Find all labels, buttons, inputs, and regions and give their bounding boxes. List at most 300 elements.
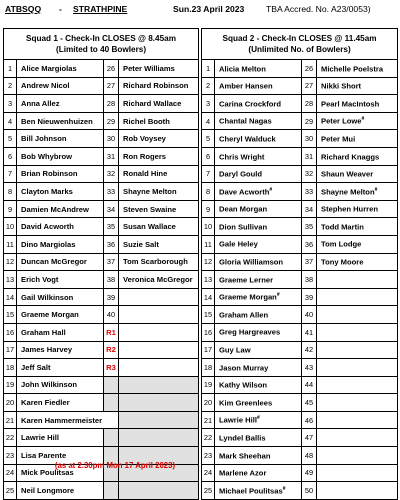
bowler-name-text: Nikki Short — [321, 81, 362, 91]
position-number — [202, 411, 215, 429]
bowler-name-text: Karen Hammermeister — [21, 415, 103, 425]
bowler-row — [4, 130, 199, 148]
header-dash: - — [59, 4, 62, 14]
bowler-name-text: Erich Vogt — [21, 274, 59, 284]
bowler-row — [202, 429, 398, 447]
position-number-text: 7 — [7, 169, 13, 179]
position-number — [302, 376, 317, 394]
bowler-name — [17, 253, 104, 271]
bowler-name-text: Shaun Weaver — [321, 169, 374, 179]
position-number — [202, 95, 215, 113]
position-number — [302, 482, 317, 500]
position-number — [4, 253, 17, 271]
bowler-row — [4, 323, 199, 341]
position-number-text: 21 — [5, 415, 15, 425]
bowler-name-text: Amber Hansen — [219, 81, 273, 91]
bowler-name-text: Jeff Salt — [21, 362, 51, 372]
bowler-name — [215, 376, 302, 394]
bowler-row — [202, 306, 398, 324]
bowler-name — [17, 235, 104, 253]
position-number-text: 2 — [7, 81, 13, 91]
position-number — [202, 464, 215, 482]
position-number-text: R3 — [106, 362, 116, 372]
bowler-name — [119, 95, 199, 113]
bowler-name-text: Dion Sullivan — [219, 222, 268, 232]
position-number — [104, 288, 119, 306]
position-number — [104, 271, 119, 289]
bowler-name — [317, 482, 398, 500]
bowler-name-text: Richard Wallace — [123, 98, 182, 108]
position-number-text: 36 — [106, 239, 116, 249]
position-number-text: 5 — [205, 134, 211, 144]
position-number — [202, 288, 215, 306]
bowler-row — [202, 112, 398, 130]
bowler-row — [202, 359, 398, 377]
position-number-text: 27 — [106, 81, 116, 91]
bowler-name — [17, 60, 104, 78]
bowler-row — [4, 376, 199, 394]
position-number-text: 10 — [5, 222, 15, 232]
bowler-name — [119, 165, 199, 183]
position-number — [302, 165, 317, 183]
bowler-name — [17, 411, 119, 429]
bowler-row — [202, 130, 398, 148]
bowler-name — [119, 376, 199, 394]
bowler-name-text: Graham Hall — [21, 327, 66, 337]
bowler-name — [17, 130, 104, 148]
position-number-text: 27 — [304, 81, 314, 91]
position-number-text: 37 — [304, 257, 314, 267]
position-number — [104, 306, 119, 324]
position-number — [302, 288, 317, 306]
position-number — [4, 394, 17, 412]
position-number — [104, 95, 119, 113]
position-number-text: 7 — [205, 169, 211, 179]
bowler-name-text: Tony Moore — [321, 257, 364, 267]
position-number-text: 40 — [304, 310, 314, 320]
position-number — [4, 200, 17, 218]
bowler-name — [215, 464, 302, 482]
position-number-text: 6 — [205, 151, 211, 161]
bowler-name-text: Andrew Nicol — [21, 81, 70, 91]
updated-note: (as at 2.30pm Mon 17 April 2023) — [54, 461, 176, 470]
bowler-name-text: Lyndel Ballis — [219, 433, 266, 443]
bowler-row — [4, 183, 199, 201]
position-number — [4, 218, 17, 236]
position-number — [302, 447, 317, 465]
position-number — [302, 429, 317, 447]
bowler-row — [4, 200, 199, 218]
position-number-text: 10 — [203, 222, 213, 232]
bowler-row — [4, 306, 199, 324]
bowler-name-text: Alice Margiolas — [21, 63, 77, 73]
bowler-name — [215, 200, 302, 218]
seeded-mark: # — [361, 116, 365, 123]
bowler-name-text: Tom Scarborough — [123, 257, 188, 267]
position-number-text: 24 — [203, 468, 213, 478]
position-number-text: 1 — [205, 63, 211, 73]
position-number-text: 9 — [7, 204, 13, 214]
position-number — [302, 411, 317, 429]
bowler-name-text: Todd Martin — [321, 222, 364, 232]
bowler-row — [4, 112, 199, 130]
bowler-name-text: Dean Morgan — [219, 204, 268, 214]
squad-2-title: Squad 2 - Check-In CLOSES @ 11.45am — [222, 34, 377, 43]
position-number — [202, 394, 215, 412]
seeded-mark: # — [269, 186, 273, 193]
position-number-text: 8 — [7, 186, 13, 196]
position-number — [4, 95, 17, 113]
bowler-name-text: Chantal Nagas — [219, 116, 272, 126]
position-number — [302, 341, 317, 359]
position-number — [202, 376, 215, 394]
position-number-text: 33 — [304, 186, 314, 196]
bowler-name — [215, 359, 302, 377]
seeded-mark: # — [282, 485, 286, 492]
position-number-text: 18 — [5, 362, 15, 372]
position-number — [104, 359, 119, 377]
position-number-text: 15 — [5, 310, 15, 320]
position-number — [104, 147, 119, 165]
position-number — [4, 306, 17, 324]
position-number — [202, 183, 215, 201]
sheet-header — [3, 2, 397, 16]
position-number-text: 32 — [304, 169, 314, 179]
position-number — [104, 253, 119, 271]
position-number — [302, 394, 317, 412]
bowler-name-text: Kathy Wilson — [219, 380, 268, 390]
position-number — [4, 60, 17, 78]
position-number-text: 17 — [203, 345, 213, 355]
bowler-name-text: Daryl Gould — [219, 169, 263, 179]
position-number-text: 26 — [304, 63, 314, 73]
bowler-name — [119, 411, 199, 429]
bowler-name-text: Lisa Parente — [21, 450, 67, 460]
position-number-text: 23 — [203, 450, 213, 460]
position-number-text: 36 — [304, 239, 314, 249]
bowler-name — [317, 77, 398, 95]
bowler-name — [215, 147, 302, 165]
club-name: ATBSQQ — [5, 4, 42, 14]
position-number — [302, 359, 317, 377]
bowler-name-text: Susan Wallace — [123, 222, 176, 232]
bowler-row — [4, 253, 199, 271]
position-number — [202, 112, 215, 130]
bowler-name-text: Bob Whybrow — [21, 151, 73, 161]
position-number-text: 6 — [7, 151, 13, 161]
bowler-name — [215, 95, 302, 113]
bowler-name-text: Alicia Melton — [219, 64, 266, 74]
bowler-name-text: Guy Law — [219, 345, 251, 355]
position-number — [202, 341, 215, 359]
bowler-row — [202, 60, 398, 78]
position-number-text: 26 — [106, 63, 116, 73]
bowler-name-text: Anna Allez — [21, 98, 60, 108]
position-number-text: R2 — [106, 345, 116, 355]
position-number — [202, 147, 215, 165]
bowler-row — [4, 429, 199, 447]
bowler-name — [317, 147, 398, 165]
bowler-name-text: Veronica McGregor — [123, 274, 193, 284]
position-number-text: 38 — [304, 274, 314, 284]
bowler-row — [4, 95, 199, 113]
bowler-name-text: Jason Murray — [219, 363, 269, 373]
bowler-name — [317, 95, 398, 113]
bowler-name-text: Rob Voysey — [123, 134, 166, 144]
position-number — [302, 77, 317, 95]
bowler-name — [317, 376, 398, 394]
position-number-text: 28 — [106, 98, 116, 108]
squad-1-title: Squad 1 - Check-In CLOSES @ 8.45am — [26, 34, 176, 43]
bowler-name — [317, 288, 398, 306]
bowler-row — [4, 288, 199, 306]
bowler-row — [4, 482, 199, 500]
bowler-name-text: Michael Poulitsas — [219, 486, 283, 496]
bowler-name — [215, 394, 302, 412]
position-number-text: R1 — [106, 327, 116, 337]
position-number-text: 31 — [304, 151, 314, 161]
bowler-name — [119, 60, 199, 78]
bowler-row — [202, 253, 398, 271]
bowler-row — [4, 271, 199, 289]
position-number — [202, 77, 215, 95]
position-number — [4, 323, 17, 341]
bowler-name — [317, 183, 398, 201]
bowler-name-text: Cheryl Walduck — [219, 134, 276, 144]
position-number — [202, 306, 215, 324]
bowler-name — [119, 306, 199, 324]
position-number — [202, 447, 215, 465]
bowler-name — [119, 200, 199, 218]
position-number — [302, 183, 317, 201]
bowler-row — [202, 235, 398, 253]
position-number-text: 47 — [304, 433, 314, 443]
bowler-name — [317, 165, 398, 183]
position-number — [202, 130, 215, 148]
bowler-name — [317, 218, 398, 236]
bowler-name-text: Lawrie Hill — [219, 415, 257, 425]
squad-1-heading — [4, 29, 199, 60]
position-number — [104, 235, 119, 253]
bowler-name — [215, 77, 302, 95]
position-number — [104, 218, 119, 236]
bowler-name-text: Lawrie Hill — [21, 433, 59, 443]
bowler-name — [17, 288, 104, 306]
position-number-text: 16 — [203, 327, 213, 337]
position-number — [4, 288, 17, 306]
position-number — [4, 165, 17, 183]
venue-name: STRATHPINE — [73, 4, 128, 14]
bowler-row — [202, 323, 398, 341]
position-number — [104, 130, 119, 148]
position-number — [302, 271, 317, 289]
position-number — [4, 341, 17, 359]
bowler-name — [17, 183, 104, 201]
bowler-name-text: David Acworth — [21, 222, 74, 232]
position-number-text: 11 — [204, 239, 212, 249]
bowler-name-text: Peter Williams — [123, 63, 175, 73]
bowler-name-text: Mick Poulitsas — [21, 468, 74, 478]
position-number-text: 20 — [203, 398, 213, 408]
position-number — [104, 429, 119, 447]
position-number-text: 4 — [205, 116, 211, 126]
bowler-name-text: Damien McAndrew — [21, 204, 89, 214]
bowler-name-text: Gloria Williamson — [219, 257, 284, 267]
position-number-text: 21 — [203, 415, 213, 425]
position-number — [302, 95, 317, 113]
position-number-text: 29 — [106, 116, 116, 126]
bowler-name — [317, 306, 398, 324]
seeded-mark: # — [276, 292, 280, 299]
bowler-name — [215, 218, 302, 236]
bowler-name-text: Ben Nieuwenhuizen — [21, 116, 93, 126]
bowler-name — [215, 429, 302, 447]
bowler-row — [4, 218, 199, 236]
squad-2-table — [201, 28, 398, 500]
position-number-text: 44 — [304, 380, 314, 390]
position-number — [4, 147, 17, 165]
position-number-text: 19 — [203, 380, 213, 390]
position-number — [104, 341, 119, 359]
position-number — [302, 253, 317, 271]
position-number-text: 50 — [304, 486, 314, 496]
bowler-row — [4, 341, 199, 359]
bowler-name-text: Richard Knaggs — [321, 152, 380, 162]
bowler-name — [17, 341, 104, 359]
bowler-row — [202, 147, 398, 165]
bowler-name-text: Tom Lodge — [321, 240, 362, 249]
bowler-row — [4, 77, 199, 95]
position-number-text: 35 — [106, 222, 116, 232]
bowler-name — [119, 147, 199, 165]
bowler-row — [202, 482, 398, 500]
bowler-name — [317, 429, 398, 447]
position-number-text: 39 — [106, 292, 116, 302]
bowler-name — [17, 482, 104, 500]
bowler-name — [17, 77, 104, 95]
position-number — [302, 130, 317, 148]
position-number-text: 20 — [5, 398, 15, 408]
bowler-name-text: Peter Lowe — [321, 116, 362, 126]
position-number-text: 19 — [5, 380, 15, 390]
position-number — [302, 235, 317, 253]
event-date: Sun.23 April 2023 — [173, 4, 245, 14]
position-number-text: 3 — [7, 98, 13, 108]
bowler-name — [317, 60, 398, 78]
bowler-name — [17, 200, 104, 218]
position-number — [202, 165, 215, 183]
bowler-name — [17, 271, 104, 289]
position-number-text: 37 — [106, 257, 116, 267]
bowler-name — [215, 447, 302, 465]
position-number-text: 34 — [106, 204, 116, 214]
bowler-name-text: Mark Sheehan — [219, 451, 271, 461]
seeded-mark: # — [374, 186, 378, 193]
position-number-text: 3 — [205, 98, 211, 108]
position-number — [4, 130, 17, 148]
position-number-text: 24 — [5, 468, 15, 478]
bowler-name — [317, 323, 398, 341]
bowler-name — [317, 341, 398, 359]
bowler-name — [17, 376, 104, 394]
position-number — [4, 359, 17, 377]
position-number-text: 16 — [5, 327, 15, 337]
bowler-name-text: Greg Hargreaves — [219, 327, 281, 337]
bowler-name-text: Dino Margiolas — [21, 239, 76, 249]
position-number-text: 17 — [5, 345, 15, 355]
bowler-name — [317, 271, 398, 289]
seeded-mark: # — [256, 415, 260, 422]
position-number — [202, 253, 215, 271]
bowler-row — [202, 271, 398, 289]
position-number-text: 46 — [304, 415, 314, 425]
bowler-row — [202, 165, 398, 183]
position-number-text: 28 — [304, 98, 314, 108]
position-number-text: 43 — [304, 362, 314, 372]
bowler-name-text: Graham Allen — [219, 310, 269, 320]
bowler-name-text: Graeme Lerner — [219, 275, 274, 285]
position-number-text: 30 — [106, 134, 116, 144]
position-number-text: 33 — [106, 186, 116, 196]
bowler-name — [215, 235, 302, 253]
bowler-name-text: Steven Swaine — [123, 204, 177, 214]
bowler-row — [4, 359, 199, 377]
bowler-row — [202, 77, 398, 95]
bowler-name — [119, 341, 199, 359]
bowler-name — [215, 306, 302, 324]
position-number — [202, 235, 215, 253]
bowler-name — [317, 464, 398, 482]
position-number-text: 39 — [304, 292, 314, 302]
bowler-row — [202, 218, 398, 236]
position-number — [302, 147, 317, 165]
position-number — [202, 359, 215, 377]
position-number — [4, 447, 17, 465]
bowler-name — [119, 482, 199, 500]
position-number-text: 5 — [7, 134, 13, 144]
bowler-name — [119, 323, 199, 341]
bowler-row — [202, 200, 398, 218]
bowler-name-text: Clayton Marks — [21, 186, 73, 196]
bowler-name — [215, 130, 302, 148]
position-number — [202, 323, 215, 341]
bowler-name — [119, 253, 199, 271]
bowler-name-text: Gail Wilkinson — [21, 292, 74, 302]
bowler-row — [202, 341, 398, 359]
position-number — [104, 200, 119, 218]
bowler-name-text: Graeme Morgan — [21, 310, 79, 320]
bowler-name — [317, 359, 398, 377]
position-number — [4, 271, 17, 289]
bowler-name-text: Duncan McGregor — [21, 257, 87, 267]
bowler-row — [4, 60, 199, 78]
bowler-name-text: Peter Mui — [321, 134, 356, 144]
bowler-row — [202, 464, 398, 482]
position-number — [104, 165, 119, 183]
position-number — [302, 112, 317, 130]
position-number-text: 35 — [304, 222, 314, 232]
position-number-text: 34 — [304, 204, 314, 214]
bowler-name — [215, 112, 302, 130]
position-number-text: 18 — [203, 362, 213, 372]
position-number — [302, 464, 317, 482]
position-number — [202, 482, 215, 500]
bowler-name-text: Richel Booth — [123, 116, 170, 126]
bowler-name-text: Shayne Melton — [321, 187, 375, 197]
squad-1-table — [3, 28, 199, 500]
bowler-name-text: Ronald Hine — [123, 169, 168, 179]
bowler-name — [119, 235, 199, 253]
